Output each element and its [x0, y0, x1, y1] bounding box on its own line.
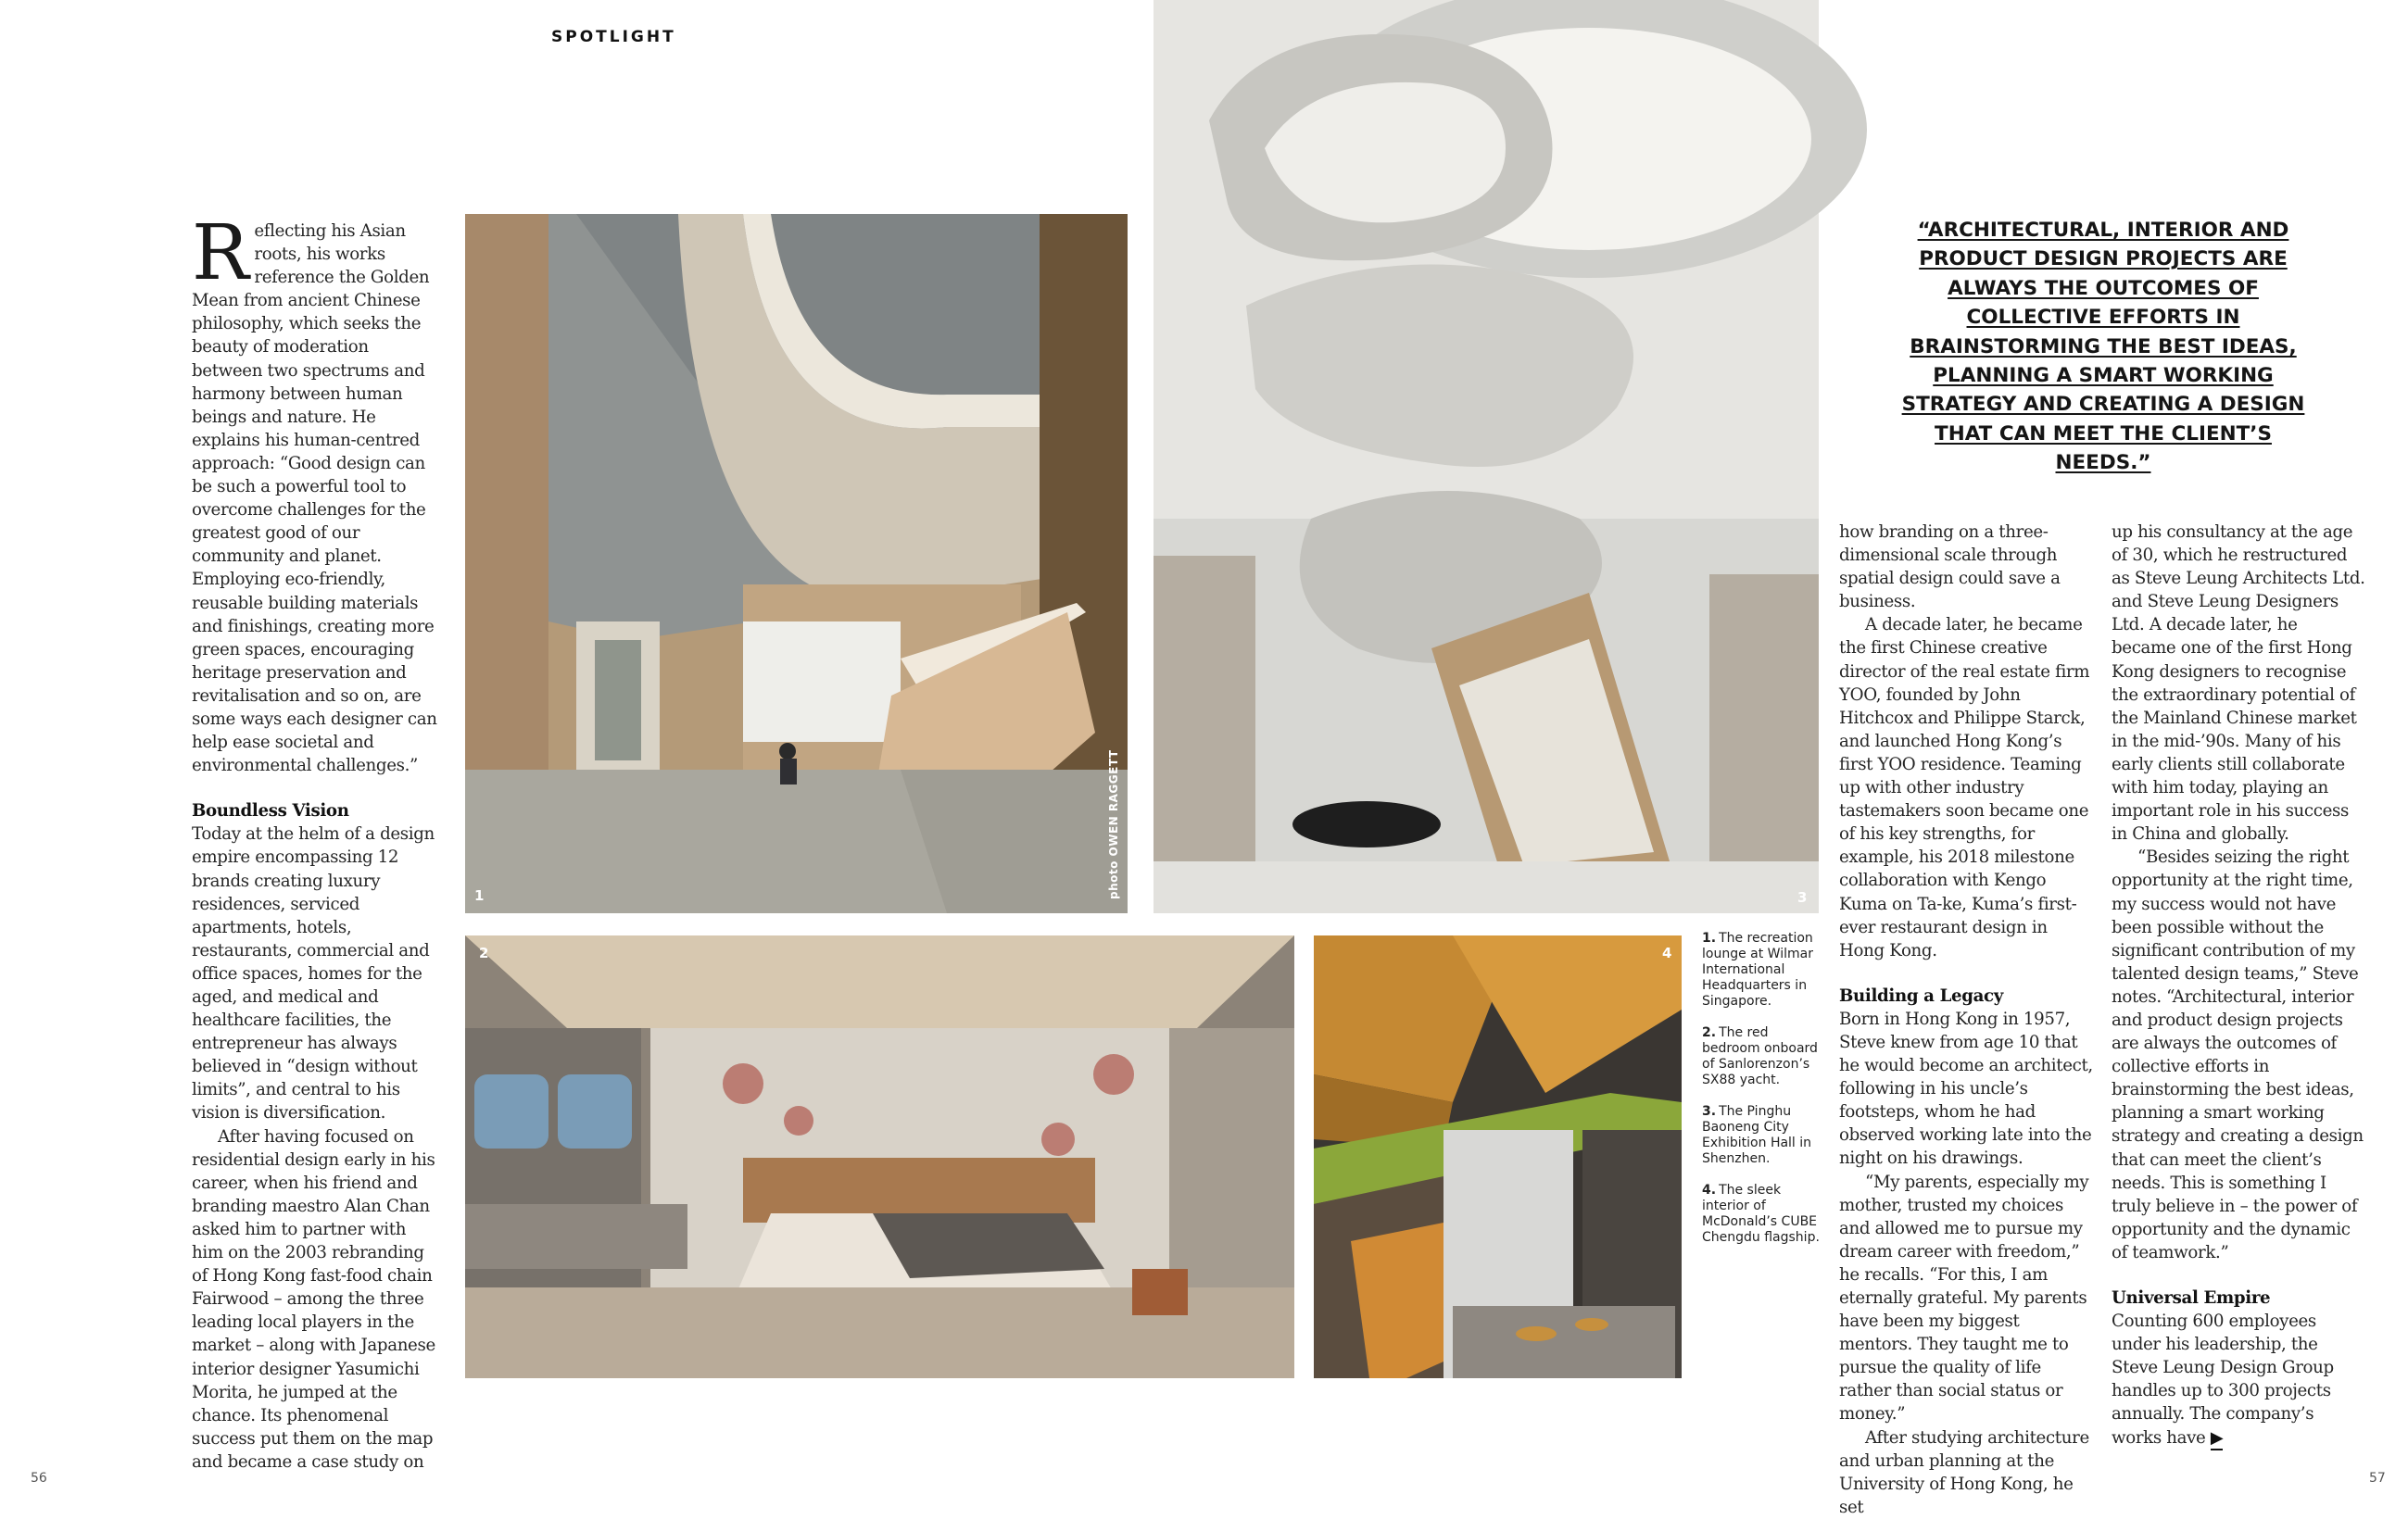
- article-column-1: [192, 209, 442, 1474]
- paragraph: After having focused on residential design early in his career, when his friend and branding maestro Alan Chan asked him to partner with him on the 2003 rebranding of Hong Kong fast-food chain Fairwood – among the three leading local players in the market – along with Japanese interior designer Yasumichi Morita, he jumped at the chance. Its phenomenal success put them on the map and became a case study on: [192, 1126, 435, 1472]
- page-number-right: 57: [2369, 1471, 2386, 1486]
- caption: 2. The red bedroom onboard of Sanlorenzon’s SX88 yacht.: [1702, 1025, 1818, 1087]
- paragraph: A decade later, he became the first Chinese creative director of the real estate firm YOO, founded by John Hitchcox and Philippe Starck, and launched Hong Kong’s first YOO residence. Teaming up with other industry tastemakers soon became one of his key strengths, for example, his 2018 milestone collaboration with Kengo Kuma on Ta-ke, Kuma’s first-ever restaurant design in Hong Kong.: [1839, 615, 2090, 960]
- page-number-left: 56: [31, 1471, 47, 1486]
- caption: 3. The Pinghu Baoneng City Exhibition Hall in Shenzhen.: [1702, 1104, 1812, 1166]
- subheading-universal-empire: Universal Empire: [2112, 1288, 2271, 1308]
- photo-number: 3: [1797, 889, 1808, 906]
- photo-number: 4: [1662, 945, 1672, 961]
- drop-cap: R: [192, 209, 249, 297]
- lounge-illustration: [465, 214, 1128, 913]
- paragraph: Counting 600 employees under his leadership, the Steve Leung Design Group handles up to 300 projects annually. The company’s works have ▶: [2112, 1310, 2366, 1450]
- cube-illustration: [1314, 935, 1682, 1378]
- photo-captions: [1702, 931, 1822, 1262]
- photo-number: 2: [479, 945, 489, 961]
- photo-recreation-lounge: [465, 214, 1128, 913]
- paragraph: up his consultancy at the age of 30, which he restructured as Steve Leung Architects Ltd. and Steve Leung Designers Ltd. A decade later, he became one of the first Hong Kong designers to recognise the extraordinary potential of the Mainland Chinese market in the mid-’90s. Many of his early clients still collaborate with him today, playing an important role in his success in China and globally.: [2112, 522, 2365, 845]
- paragraph: Today at the helm of a design empire encompassing 12 brands creating luxury residences, serviced apartments, hotels, restaurants, commercial and office spaces, homes for the aged, and medical and healthcare facilities, the entrepreneur has always believed in “design without limits”, and central to his vision is diversification.: [192, 824, 435, 1124]
- paragraph: Born in Hong Kong in 1957, Steve knew from age 10 that he would become an architect, following in his uncle’s footsteps, whom he had observed working late into the night on his drawings.: [1839, 1009, 2093, 1169]
- intro-paragraph: Reflecting his Asian roots, his works reference the Golden Mean from ancient Chinese philosophy, which seeks the beauty of moderation between two spectrums and harmony between human beings and nature. He explains his human-centred approach: “Good design can be such a powerful tool to overcome challenges for the greatest good of our community and planet. Employing eco-friendly, reusable building materials and finishings, creating more green spaces, encouraging heritage preservation and revitalisation and so on, are some ways each designer can help ease societal and environmental challenges.”: [192, 209, 437, 776]
- paragraph: “My parents, especially my mother, trusted my choices and allowed me to pursue my dream career with freedom,” he recalls. “For this, I am eternally grateful. My parents have been my biggest mentors. They taught me to pursue the quality of life rather than social status or money.”: [1839, 1172, 2089, 1425]
- photo-credit: photo OWEN RAGGETT: [1107, 749, 1120, 899]
- caption: 4. The sleek interior of McDonald’s CUBE Chengdu flagship.: [1702, 1183, 1820, 1245]
- article-column-3: [1839, 521, 2094, 1519]
- pull-quote: “ARCHITECTURAL, INTERIOR AND PRODUCT DESIGN PROJECTS ARE ALWAYS THE OUTCOMES OF COLLECTIVE EFFORTS IN BRAINSTORMING THE BEST IDEAS, PLANNING A SMART WORKING STRATEGY AND CREATING A DESIGN THAT CAN MEET THE CLIENT’S NEEDS.”: [1901, 219, 2305, 475]
- photo-red-bedroom: [465, 935, 1294, 1378]
- staircase-illustration: [1154, 0, 1819, 913]
- subheading-boundless-vision: Boundless Vision: [192, 801, 349, 822]
- article-column-4: [2112, 521, 2366, 1450]
- paragraph: “Besides seizing the right opportunity at the right time, my success would not have been possible without the significant contribution of my talented design teams,” Steve notes. “Architectural, interior and product design projects are always the outcomes of collective efforts in brainstorming the best ideas, planning a smart working strategy and creating a design that can meet the client’s needs. This is something I truly believe in – the power of opportunity and the dynamic of teamwork.”: [2112, 847, 2364, 1262]
- photo-mcdonalds-cube: [1314, 935, 1682, 1378]
- paragraph: how branding on a three-dimensional scale through spatial design could save a business.: [1839, 522, 2061, 612]
- photo-number: 1: [474, 887, 485, 904]
- subheading-building-a-legacy: Building a Legacy: [1839, 985, 2003, 1006]
- bedroom-illustration: [465, 935, 1294, 1378]
- caption: 1. The recreation lounge at Wilmar International Headquarters in Singapore.: [1702, 931, 1813, 1009]
- paragraph: After studying architecture and urban planning at the University of Hong Kong, he set: [1839, 1427, 2089, 1517]
- continue-arrow-icon: ▶: [2211, 1428, 2224, 1450]
- section-label: SPOTLIGHT: [551, 28, 676, 46]
- photo-spiral-staircase: [1154, 0, 1819, 913]
